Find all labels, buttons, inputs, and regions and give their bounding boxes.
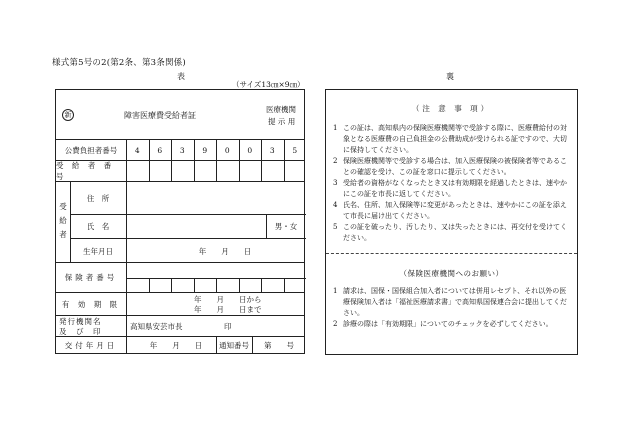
validity-to: 年 月 日まで: [194, 305, 262, 314]
recipient-number-label: 受 給 者 番 号: [56, 161, 115, 181]
payer-digit: 5: [292, 145, 298, 155]
note-item: 4 氏名、住所、加入保険等に変更があったときは、速やかにこの証を添えて市長に届け出てください。: [333, 201, 567, 220]
name-label: 氏 名: [86, 222, 110, 231]
issuer-label: 発行機関名 及 び 印: [59, 317, 102, 336]
address-label: 住 所: [86, 193, 110, 203]
back-heading: 裏: [446, 72, 454, 81]
payer-digit: 0: [224, 145, 230, 155]
recipient-group-label: 受給者: [59, 202, 67, 239]
dashed-divider: [326, 253, 577, 254]
request-title: （保険医療機関へのお願い）: [399, 269, 504, 278]
validity-from: 年 月 日から: [194, 295, 262, 304]
front-heading: 表: [177, 72, 185, 81]
note-item: 5 この証を破ったり、汚したり、又は失ったときには、再交付を受けてください。: [333, 223, 567, 242]
payer-number-row: [56, 140, 304, 161]
request-item: 2 診療の際は「有効期限」についてのチェックを必ずしてください。: [333, 320, 553, 328]
notice-number-value: 第 号: [264, 341, 294, 350]
note-item: 2 保険医療機関等で受診する場合は、加入医療保険の被保険者等であることの確認を受け、この証を窓口に提示してください。: [333, 157, 567, 176]
notes-title: （注 意 事 項）: [411, 104, 492, 113]
card-title: 障害医療費受給者証: [124, 111, 196, 120]
payer-digit: 9: [202, 145, 208, 155]
payer-digit: 3: [179, 145, 185, 155]
recipient-group: [56, 182, 304, 263]
issuer-row: [56, 316, 304, 337]
new-seal-icon: 新: [62, 109, 74, 121]
form-number: 様式第5号の2(第2条、第3条関係): [52, 58, 186, 68]
birth-date-value: 年 月 日: [198, 246, 252, 256]
payer-digit: 3: [269, 145, 275, 155]
notice-number-label: 通知番号: [219, 341, 249, 350]
issuer-name: 高知県安芸市長: [130, 322, 183, 331]
validity-row: [56, 293, 304, 316]
issuer-seal: 印: [224, 322, 232, 331]
payer-number-label: 公費負担者番号: [64, 145, 118, 155]
note-item: 1 この証は、高知県内の保険医療機関等で受診する際に、医療費給付の対象となる医療費の自己負担金の公費助成が受けられる証ですので、大切に保持してください。: [333, 124, 567, 154]
size-note: （サイズ13㎝×9㎝）: [232, 80, 305, 89]
insurer-number-row: [56, 263, 304, 293]
front-card: [55, 89, 305, 354]
issue-date-row: [56, 337, 304, 354]
validity-label: 有 効 期 限: [61, 299, 121, 309]
payer-digit: 0: [247, 145, 253, 155]
payer-digit: 6: [157, 145, 163, 155]
presenter-label: 医療機関: [266, 105, 296, 114]
payer-digit: 4: [134, 145, 140, 155]
gender-field: 男・女: [274, 222, 298, 231]
recipient-number-row: [56, 161, 304, 182]
presenter-label-2: 提 示 用: [268, 117, 296, 126]
birth-date-label: 生年月日: [83, 246, 113, 256]
request-item: 1 請求は、国保・国保組合加入者については併用レセプト、それ以外の医療保険加入者は「福祉医療請求書」で高知県国保連合会に提出してください。: [333, 287, 567, 317]
back-card: [325, 89, 578, 355]
note-item: 3 受給者の資格がなくなったとき又は有効期限を経過したときは、速やかにこの証を市長に返してください。: [333, 179, 567, 198]
issue-date-value: 年 月 日: [149, 341, 203, 350]
insurer-number-label: 保険者番号: [64, 273, 118, 282]
card-header: [56, 90, 304, 140]
issue-date-label: 交付年月日: [64, 341, 118, 350]
